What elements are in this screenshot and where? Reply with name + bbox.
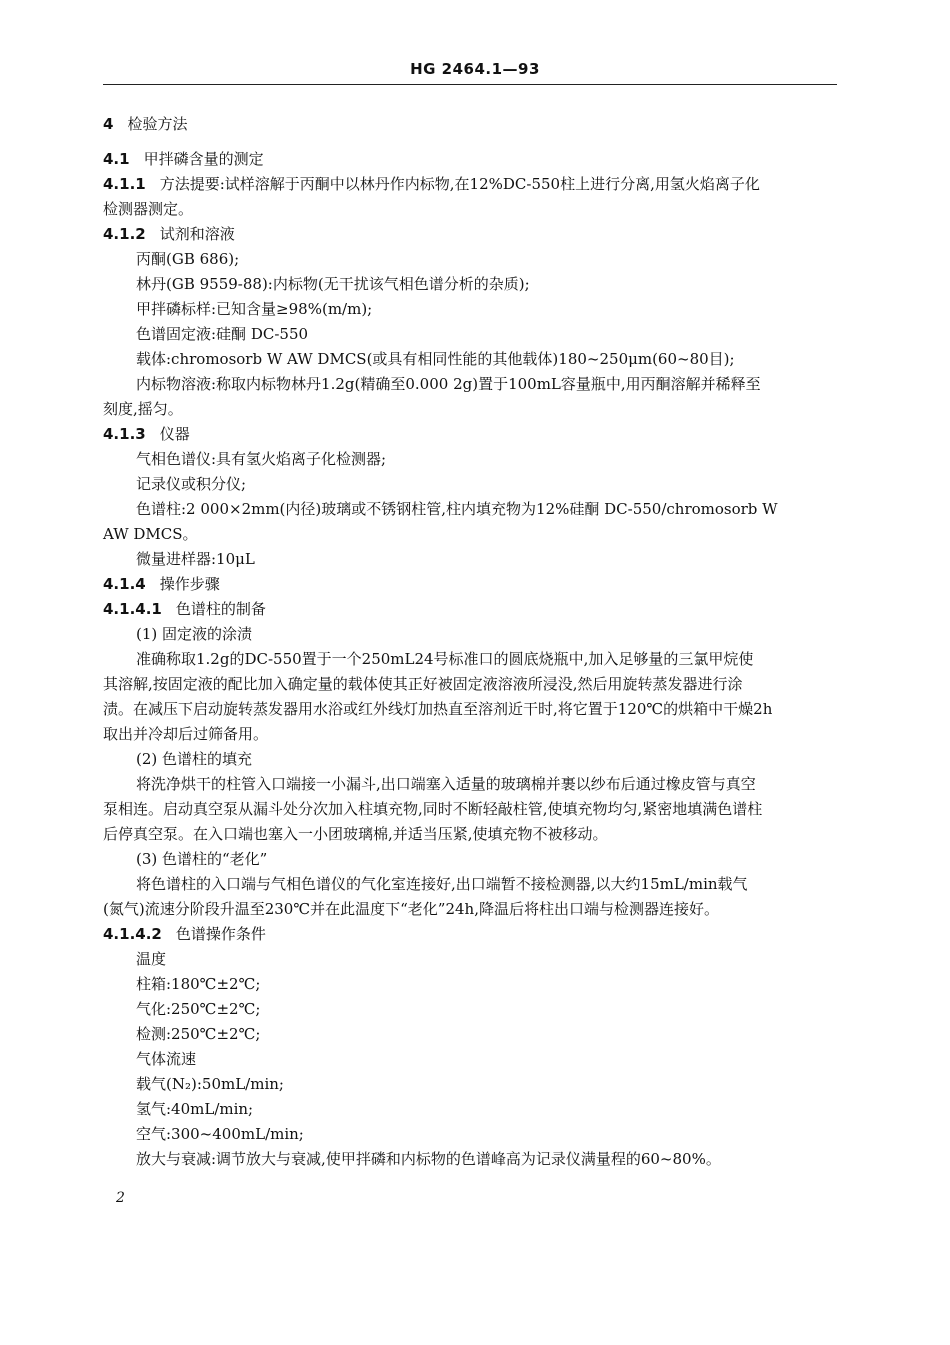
- subsection-title: (2) 色谱柱的填充: [136, 750, 253, 768]
- paragraph-line: 取出并冷却后过筛备用。: [103, 725, 269, 743]
- section-4-1-4-1-heading: [103, 597, 838, 622]
- section-4-1-1-line: [103, 172, 838, 197]
- section-4-1-3-heading: [103, 422, 838, 447]
- list-item: 甲拌磷标样:已知含量≥98%(m/m);: [136, 300, 373, 318]
- list-item: 空气:300~400mL/min;: [136, 1125, 304, 1143]
- section-title: 色谱操作条件: [175, 925, 266, 943]
- paragraph-line: 渍。在减压下启动旋转蒸发器用水浴或红外线灯加热直至溶剂近干时,将它置于120℃的烘箱中干燥2h: [103, 700, 773, 718]
- paragraph-line: 内标物溶液:称取内标物林丹1.2g(精确至0.000 2g)置于100mL容量瓶中,用丙酮溶解并稀释至: [136, 375, 761, 393]
- section-number: 4.1.4.1: [103, 600, 162, 618]
- section-title: 试剂和溶液: [159, 225, 235, 243]
- paragraph-line: 将色谱柱的入口端与气相色谱仪的气化室连接好,出口端暂不接检测器,以大约15mL/min载气: [136, 875, 748, 893]
- section-number: 4.1.4: [103, 575, 146, 593]
- section-title: 检验方法: [127, 115, 188, 133]
- paragraph-line: (氮气)流速分阶段升温至230℃并在此温度下“老化”24h,降温后将柱出口端与检测器连接好。: [103, 900, 719, 918]
- header-rule: [103, 84, 837, 85]
- section-title: 色谱柱的制备: [175, 600, 266, 618]
- section-title: 仪器: [159, 425, 190, 443]
- list-item: 放大与衰减:调节放大与衰减,使甲拌磷和内标物的色谱峰高为记录仪满量程的60~80%。: [136, 1150, 721, 1168]
- section-4-1-4-2-heading: [103, 922, 838, 947]
- paragraph-text: 方法提要:试样溶解于丙酮中以林丹作内标物,在12%DC-550柱上进行分离,用氢火焰离子化: [159, 175, 760, 193]
- paragraph-line: 刻度,摇匀。: [103, 400, 183, 418]
- list-item: 丙酮(GB 686);: [136, 250, 240, 268]
- section-4-1-2-heading: [103, 222, 838, 247]
- list-item: 色谱固定液:硅酮 DC-550: [136, 325, 309, 343]
- list-item: 载体:chromosorb W AW DMCS(或具有相同性能的其他载体)180~250μm(60~80目);: [136, 350, 735, 368]
- section-4-heading: [103, 112, 838, 137]
- section-number: 4.1.1: [103, 175, 146, 193]
- paragraph-line: 其溶解,按固定液的配比加入确定量的载体使其正好被固定液溶液所浸没,然后用旋转蒸发器进行涂: [103, 675, 743, 693]
- section-title: 甲拌磷含量的测定: [143, 150, 264, 168]
- list-item: 载气(N₂):50mL/min;: [136, 1075, 284, 1093]
- list-item: 林丹(GB 9559-88):内标物(无干扰该气相色谱分析的杂质);: [136, 275, 530, 293]
- list-item: 温度: [136, 950, 167, 968]
- subsection-title: (3) 色谱柱的“老化”: [136, 850, 268, 868]
- section-number: 4.1.2: [103, 225, 146, 243]
- list-item: 气体流速: [136, 1050, 197, 1068]
- paragraph-line: 准确称取1.2g的DC-550置于一个250mL24号标准口的圆底烧瓶中,加入足够量的三氯甲烷使: [136, 650, 754, 668]
- section-number: 4: [103, 115, 114, 133]
- paragraph-line: AW DMCS。: [103, 525, 198, 543]
- section-number: 4.1.3: [103, 425, 146, 443]
- list-item: 气化:250℃±2℃;: [136, 1000, 261, 1018]
- paragraph-line: 检测器测定。: [103, 200, 194, 218]
- standard-code-header: HG 2464.1—93: [410, 60, 540, 78]
- list-item: 氢气:40mL/min;: [136, 1100, 254, 1118]
- paragraph-line: 色谱柱:2 000×2mm(内径)玻璃或不锈钢柱管,柱内填充物为12%硅酮 DC-550/chromosorb W: [136, 500, 778, 518]
- section-4-1-4-heading: [103, 572, 838, 597]
- list-item: 检测:250℃±2℃;: [136, 1025, 261, 1043]
- list-item: 气相色谱仪:具有氢火焰离子化检测器;: [136, 450, 387, 468]
- paragraph-line: 泵相连。启动真空泵从漏斗处分次加入柱填充物,同时不断轻敲柱管,使填充物均匀,紧密地填满色谱柱: [103, 800, 763, 818]
- paragraph-line: 后停真空泵。在入口端也塞入一小团玻璃棉,并适当压紧,使填充物不被移动。: [103, 825, 608, 843]
- page-number: 2: [116, 1190, 125, 1206]
- list-item: 记录仪或积分仪;: [136, 475, 247, 493]
- section-number: 4.1.4.2: [103, 925, 162, 943]
- paragraph-line: 将洗净烘干的柱管入口端接一小漏斗,出口端塞入适量的玻璃棉并裹以纱布后通过橡皮管与真空: [136, 775, 756, 793]
- list-item: 柱箱:180℃±2℃;: [136, 975, 261, 993]
- section-number: 4.1: [103, 150, 130, 168]
- list-item: 微量进样器:10μL: [136, 550, 255, 568]
- document-body: [103, 112, 838, 1172]
- section-title: 操作步骤: [159, 575, 220, 593]
- subsection-title: (1) 固定液的涂渍: [136, 625, 253, 643]
- section-4-1-heading: [103, 147, 838, 172]
